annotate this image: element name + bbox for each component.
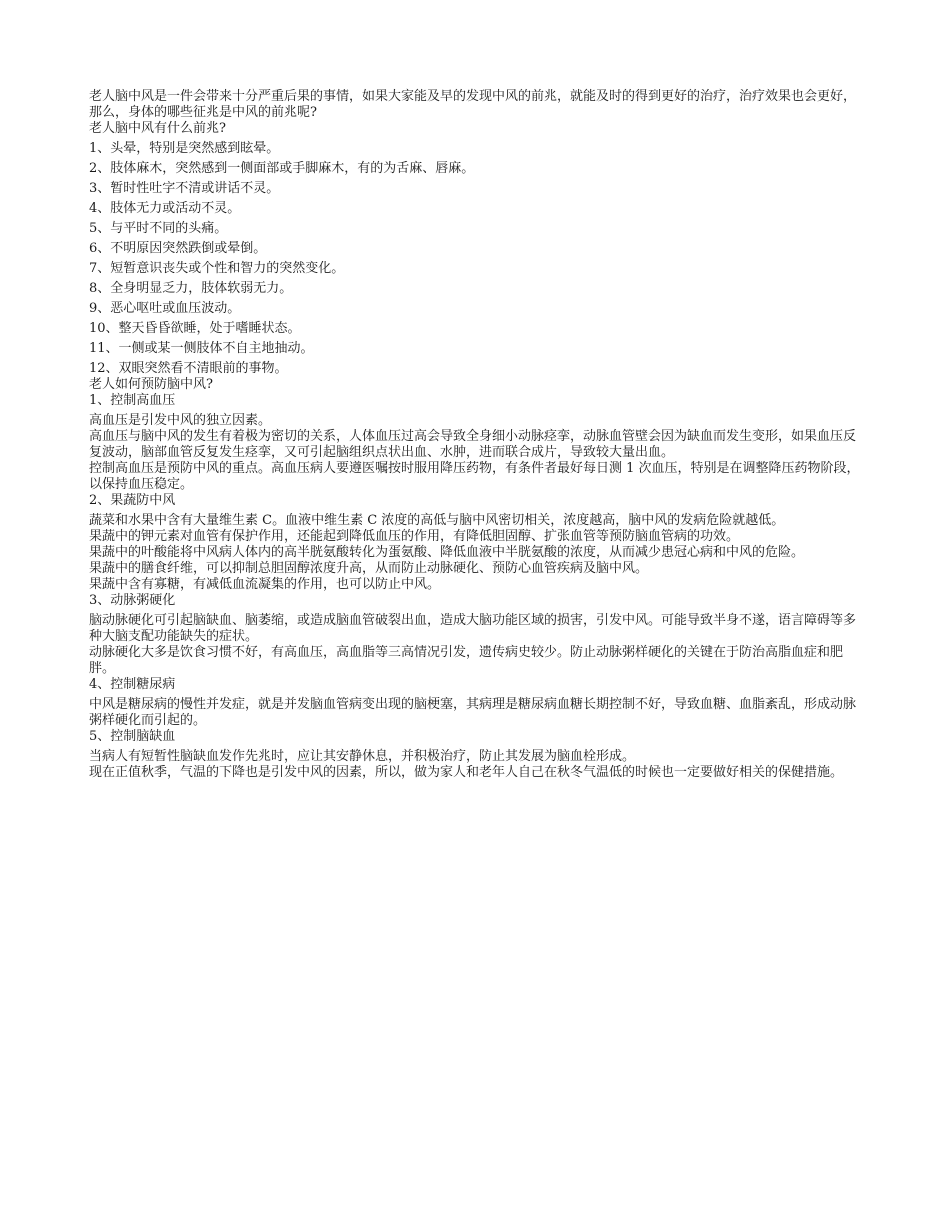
paragraph: 果蔬中的膳食纤维，可以抑制总胆固醇浓度升高，从而防止动脉硬化、预防心血管疾病及脑中风。 [89, 561, 649, 576]
paragraph: 蔬菜和水果中含有大量维生素 C。血液中维生素 C 浓度的高低与脑中风密切相关，浓度越高，脑中风的发病危险就越低。 [89, 513, 785, 528]
list-item: 8、全身明显乏力，肢体软弱无力。 [89, 281, 293, 296]
list-item: 10、整天昏昏欲睡，处于嗜睡状态。 [89, 321, 301, 336]
section-heading-symptoms: 老人脑中风有什么前兆? [89, 121, 226, 136]
list-item: 3、暂时性吐字不清或讲话不灵。 [89, 181, 280, 196]
list-item: 1、头晕，特别是突然感到眩晕。 [89, 141, 280, 156]
subsection-heading: 1、控制高血压 [89, 393, 176, 408]
paragraph: 中风是糖尿病的慢性并发症，就是并发脑血管病变出现的脑梗塞，其病理是糖尿病血糖长期控制不好，导致血糖、血脂紊乱，形成动脉粥样硬化而引起的。 [89, 697, 857, 728]
paragraph: 控制高血压是预防中风的重点。高血压病人要遵医嘱按时服用降压药物，有条件者最好每日测 1 次血压，特别是在调整降压药物阶段，以保持血压稳定。 [89, 461, 860, 492]
section-heading-prevention: 老人如何预防脑中风? [89, 377, 213, 392]
paragraph: 果蔬中的叶酸能将中风病人体内的高半胱氨酸转化为蛋氨酸、降低血液中半胱氨酸的浓度，从而减少患冠心病和中风的危险。 [89, 545, 805, 560]
paragraph: 现在正值秋季，气温的下降也是引发中风的因素，所以，做为家人和老年人自己在秋冬气温低的时候也一定要做好相关的保健措施。 [89, 765, 844, 780]
document-body [89, 89, 864, 781]
paragraph: 高血压是引发中风的独立因素。 [89, 413, 272, 428]
paragraph: 高血压与脑中风的发生有着极为密切的关系，人体血压过高会导致全身细小动脉痉挛，动脉血管壁会因为缺血而发生变形，如果血压反复波动，脑部血管反复发生痉挛，又可引起脑组织点状出血、水肿，进而联合成片，导致较大量出血。 [89, 429, 857, 460]
intro-paragraph: 老人脑中风是一件会带来十分严重后果的事情，如果大家能及早的发现中风的前兆，就能及时的得到更好的治疗，治疗效果也会更好，那么，身体的哪些征兆是中风的前兆呢? [89, 89, 857, 120]
list-item: 9、恶心呕吐或血压波动。 [89, 301, 241, 316]
subsection-heading: 4、控制糖尿病 [89, 677, 176, 692]
paragraph: 果蔬中含有寡糖，有减低血流凝集的作用，也可以防止中风。 [89, 577, 441, 592]
subsection-heading: 3、动脉粥硬化 [89, 593, 176, 608]
paragraph: 果蔬中的钾元素对血管有保护作用，还能起到降低血压的作用，有降低胆固醇、扩张血管等预防脑血管病的功效。 [89, 529, 740, 544]
paragraph: 脑动脉硬化可引起脑缺血、脑萎缩，或造成脑血管破裂出血，造成大脑功能区域的损害，引发中风。可能导致半身不遂，语言障碍等多种大脑支配功能缺失的症状。 [89, 613, 857, 644]
paragraph: 动脉硬化大多是饮食习惯不好，有高血压，高血脂等三高情况引发，遗传病史较少。防止动脉粥样硬化的关键在于防治高脂血症和肥胖。 [89, 645, 844, 676]
list-item: 12、双眼突然看不清眼前的事物。 [89, 361, 288, 376]
list-item: 4、肢体无力或活动不灵。 [89, 201, 241, 216]
paragraph: 当病人有短暂性脑缺血发作先兆时，应让其安静休息，并积极治疗，防止其发展为脑血栓形成。 [89, 749, 636, 764]
list-item: 11、一侧或某一侧肢体不自主地抽动。 [89, 341, 314, 356]
list-item: 6、不明原因突然跌倒或晕倒。 [89, 241, 267, 256]
subsection-heading: 5、控制脑缺血 [89, 729, 176, 744]
list-item: 5、与平时不同的头痛。 [89, 221, 228, 236]
list-item: 2、肢体麻木，突然感到一侧面部或手脚麻木，有的为舌麻、唇麻。 [89, 161, 475, 176]
list-item: 7、短暂意识丧失或个性和智力的突然变化。 [89, 261, 345, 276]
subsection-heading: 2、果蔬防中风 [89, 493, 176, 508]
